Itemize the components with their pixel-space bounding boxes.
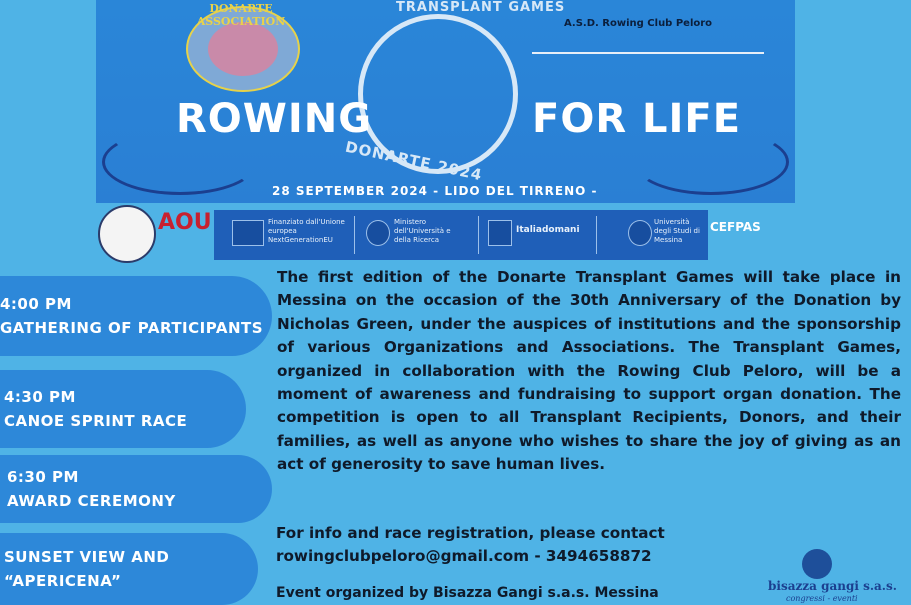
- contact-info: [276, 522, 776, 568]
- title-left: ROWING: [176, 96, 373, 142]
- rowing-boats-icon: [532, 40, 764, 54]
- schedule-item: [0, 455, 272, 523]
- event-date-location: 28 SEPTEMBER 2024 - LIDO DEL TIRRENO -: [272, 184, 598, 198]
- university-seal-icon: [98, 205, 156, 263]
- schedule-time: SUNSET VIEW AND: [4, 548, 170, 566]
- circle-bottom-text: DONARTE 2024: [343, 137, 485, 185]
- schedule-event: AWARD CEREMONY: [7, 492, 176, 510]
- title-right: FOR LIFE: [532, 96, 742, 142]
- contact-email-phone: rowingclubpeloro@gmail.com - 3494658872: [276, 547, 652, 565]
- sponsor-italiadomani: Italiadomani: [516, 225, 580, 235]
- cefpas-logo: CEFPAS: [710, 220, 761, 234]
- club-name: A.S.D. Rowing Club Peloro: [564, 18, 713, 29]
- schedule-time: 6:30 PM: [7, 468, 79, 486]
- sponsor-ministry: Ministero dell'Università e della Ricerca: [394, 218, 451, 244]
- bisazza-logo-icon: [802, 549, 832, 579]
- sponsor-eu: Finanziato dall'Unione europea NextGenerationEU: [268, 218, 345, 244]
- sponsor-university: Università degli Studi di Messina: [654, 218, 700, 244]
- schedule-item: [0, 276, 272, 356]
- ministry-emblem-icon: [366, 220, 390, 246]
- aou-logo: AOU: [158, 210, 212, 235]
- divider: [478, 216, 479, 254]
- sponsor-strip: [214, 210, 708, 260]
- association-logo-text: DONARTE ASSOCIATION: [196, 2, 286, 28]
- eu-flag-icon: [232, 220, 264, 246]
- contact-line: For info and race registration, please contact: [276, 524, 665, 542]
- divider: [596, 216, 597, 254]
- schedule-event: GATHERING OF PARTICIPANTS: [0, 319, 264, 337]
- event-banner: [96, 0, 795, 203]
- schedule-time: 4:30 PM: [4, 388, 76, 406]
- schedule-event: “APERICENA”: [4, 572, 122, 590]
- schedule-event: CANOE SPRINT RACE: [4, 412, 188, 430]
- university-logo-icon: [628, 220, 652, 246]
- schedule-time: 4:00 PM: [0, 295, 72, 313]
- circle-top-text: TRANSPLANT GAMES: [396, 0, 566, 15]
- divider: [354, 216, 355, 254]
- organizer-text: Event organized by Bisazza Gangi s.a.s. Messina: [276, 585, 659, 601]
- schedule-item: [0, 370, 246, 448]
- event-description: The first edition of the Donarte Transplant Games will take place in Messina on the occasion of the 30th Anniversary of the Donation by Nicholas Green, under the auspices of institutions and the sponsorship of various Organizations and Associations. The Transplant Games, organized in collaboration with the Rowing Club Peloro, will be a moment of awareness and fundraising to support organ donation. The competition is open to all Transplant Recipients, Donors, and their families, as well as anyone who wishes to share the joy of giving as an act of generosity to save human lives.: [277, 268, 901, 474]
- organizer-logo-name: bisazza gangi s.a.s.: [768, 579, 897, 593]
- organizer-logo-tagline: congressi - eventi: [786, 594, 858, 603]
- schedule-item: [0, 533, 258, 605]
- italia-flag-icon: [488, 220, 512, 246]
